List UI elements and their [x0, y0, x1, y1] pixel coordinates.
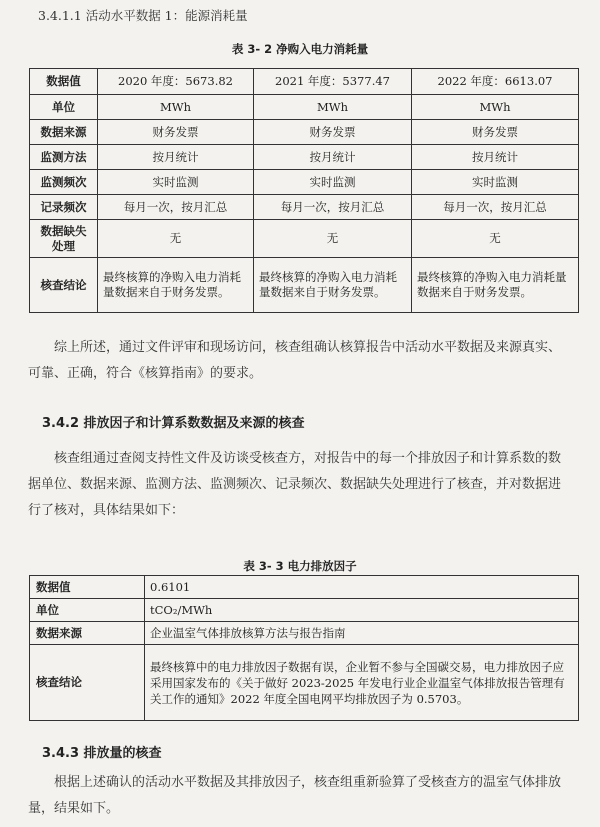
- row-label: 核查结论: [30, 645, 145, 721]
- table-row: [30, 599, 579, 622]
- table-cell: 按月统计: [254, 145, 412, 170]
- row-label: 监测频次: [30, 170, 98, 195]
- row-label: 记录频次: [30, 195, 98, 220]
- section-heading-343: 3.4.3 排放量的核查: [42, 746, 162, 761]
- table-row: [30, 220, 579, 258]
- table-cell: 财务发票: [254, 120, 412, 145]
- table-cell: 企业温室气体排放核算方法与报告指南: [145, 622, 579, 645]
- table-cell: MWh: [98, 95, 254, 120]
- row-label: 监测方法: [30, 145, 98, 170]
- subsection-heading: 3.4.1.1 活动水平数据 1：能源消耗量: [38, 8, 248, 23]
- table-row: [30, 69, 579, 95]
- table-cell: 按月统计: [98, 145, 254, 170]
- table-cell: tCO₂/MWh: [145, 599, 579, 622]
- table-cell: 按月统计: [412, 145, 579, 170]
- table-row: [30, 258, 579, 313]
- section-heading-342: 3.4.2 排放因子和计算系数数据及来源的核查: [42, 416, 305, 431]
- row-label: 数据来源: [30, 120, 98, 145]
- paragraph-method: 核查组通过查阅支持性文件及访谈受核查方，对报告中的每一个排放因子和计算系数的数据单位、数据来源、监测方法、监测频次、记录频次、数据缺失处理进行了核查，并对数据进行了核对，具体结果如下：: [28, 451, 562, 518]
- table-cell: 最终核算的净购入电力消耗量数据来自于财务发票。: [254, 258, 412, 313]
- row-label: 单位: [30, 599, 145, 622]
- table-header-cell: 2022 年度：6613.07: [412, 69, 579, 95]
- table2-caption: 表 3- 3 电力排放因子: [243, 559, 357, 573]
- table1-caption: 表 3- 2 净购入电力消耗量: [231, 42, 369, 56]
- table-cell: MWh: [254, 95, 412, 120]
- table-cell: 财务发票: [412, 120, 579, 145]
- row-label: 单位: [30, 95, 98, 120]
- table-header-cell: 数据值: [30, 69, 98, 95]
- table-row: [30, 120, 579, 145]
- table-cell: 每月一次，按月汇总: [98, 195, 254, 220]
- paragraph-summary: 综上所述，通过文件评审和现场访问，核查组确认核算报告中活动水平数据及来源真实、可靠、正确，符合《核算指南》的要求。: [28, 340, 562, 381]
- table-cell: 最终核算的净购入电力消耗量数据来自于财务发票。: [98, 258, 254, 313]
- table-row: [30, 622, 579, 645]
- table-row: [30, 95, 579, 120]
- table-cell: 最终核算中的电力排放因子数据有误，企业暂不参与全国碳交易，电力排放因子应采用国家发布的《关于做好 2023-2025 年发电行业企业温室气体排放报告管理有关工作的通知》2022 年度全国电网平均排放因子为 0.5703。: [145, 645, 579, 721]
- table-cell: MWh: [412, 95, 579, 120]
- table-cell: 每月一次，按月汇总: [254, 195, 412, 220]
- table2: [29, 575, 579, 721]
- table-row: [30, 170, 579, 195]
- table-cell: 最终核算的净购入电力消耗量数据来自于财务发票。: [412, 258, 579, 313]
- table-cell: 0.6101: [145, 576, 579, 599]
- table-row: [30, 576, 579, 599]
- table-header-cell: 2021 年度：5377.47: [254, 69, 412, 95]
- table-header-cell: 2020 年度：5673.82: [98, 69, 254, 95]
- table-row: [30, 145, 579, 170]
- table1: [29, 68, 579, 313]
- table-cell: 无: [412, 220, 579, 258]
- table-cell: 财务发票: [98, 120, 254, 145]
- row-label: 数据来源: [30, 622, 145, 645]
- table-cell: 每月一次，按月汇总: [412, 195, 579, 220]
- paragraph-result: 根据上述确认的活动水平数据及其排放因子，核查组重新验算了受核查方的温室气体排放量，结果如下。: [28, 775, 562, 816]
- table-cell: 实时监测: [254, 170, 412, 195]
- table-cell: 实时监测: [98, 170, 254, 195]
- row-label: 核查结论: [30, 258, 98, 313]
- table-cell: 无: [98, 220, 254, 258]
- table-row: [30, 645, 579, 721]
- table-cell: 实时监测: [412, 170, 579, 195]
- table-row: [30, 195, 579, 220]
- table-cell: 无: [254, 220, 412, 258]
- row-label: 数据缺失处理: [30, 220, 98, 258]
- row-label: 数据值: [30, 576, 145, 599]
